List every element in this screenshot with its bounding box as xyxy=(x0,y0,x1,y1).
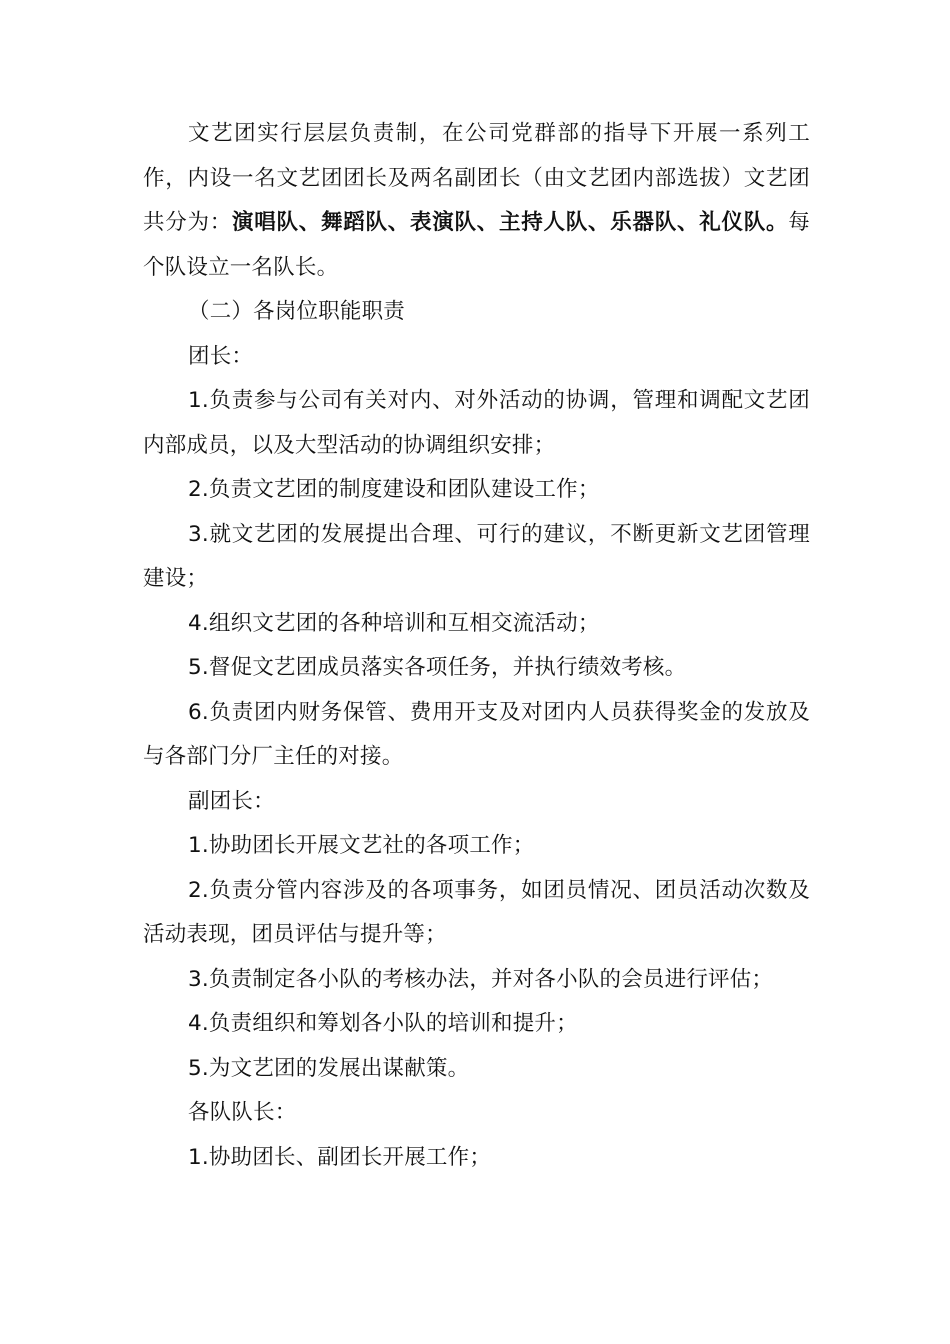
deputy-heading: 副团长： xyxy=(188,788,275,814)
captains-heading: 各队队长： xyxy=(188,1100,297,1125)
leader-duty-5: 5.督促文艺团成员落实各项任务，并执行绩效考核。 xyxy=(188,655,687,680)
leader-duty-1: 1.负责参与公司有关对内、对外活动的协调，管理和调配文艺团内部成员，以及大型活动的协调组织安排； xyxy=(143,388,810,458)
leader-duty-4: 4.组织文艺团的各种培训和互相交流活动； xyxy=(188,610,600,636)
captains-duty-1: 1.协助团长、副团长开展工作； xyxy=(188,1144,492,1170)
intro-teams-text: 演唱队、舞蹈队、表演队、主持人队、乐器队、礼仪队。 xyxy=(232,210,789,235)
deputy-duty-3: 3.负责制定各小队的考核办法，并对各小队的会员进行评估； xyxy=(188,966,774,992)
leader-duty-2: 2.负责文艺团的制度建设和团队建设工作； xyxy=(188,477,600,502)
intro-lead-text: 文艺团实行层层负责制，在公司党群部的指导下开展一系列工作，内设一名文艺团团长及两名副团长（由文艺团内部选拔）文艺团共分为： xyxy=(143,121,810,235)
deputy-duty-5: 5.为文艺团的发展出谋献策。 xyxy=(188,1055,470,1081)
deputy-duty-2: 2.负责分管内容涉及的各项事务，如团员情况、团员活动次数及活动表现，团员评估与提升等； xyxy=(143,877,810,947)
section-heading: （二）各岗位职能职责 xyxy=(188,299,406,324)
leader-duty-3: 3.就文艺团的发展提出合理、可行的建议，不断更新文艺团管理建设； xyxy=(143,521,810,591)
leader-heading: 团长： xyxy=(188,343,254,369)
intro-paragraph xyxy=(143,112,810,290)
intro-tail-text: 每个队设立一名队长。 xyxy=(143,210,810,280)
document-body xyxy=(143,112,810,1180)
deputy-duty-4: 4.负责组织和筹划各小队的培训和提升； xyxy=(188,1011,578,1036)
leader-duty-6: 6.负责团内财务保管、费用开支及对团内人员获得奖金的发放及与各部门分厂主任的对接。 xyxy=(143,699,810,769)
deputy-duty-1: 1.协助团长开展文艺社的各项工作； xyxy=(188,833,535,858)
